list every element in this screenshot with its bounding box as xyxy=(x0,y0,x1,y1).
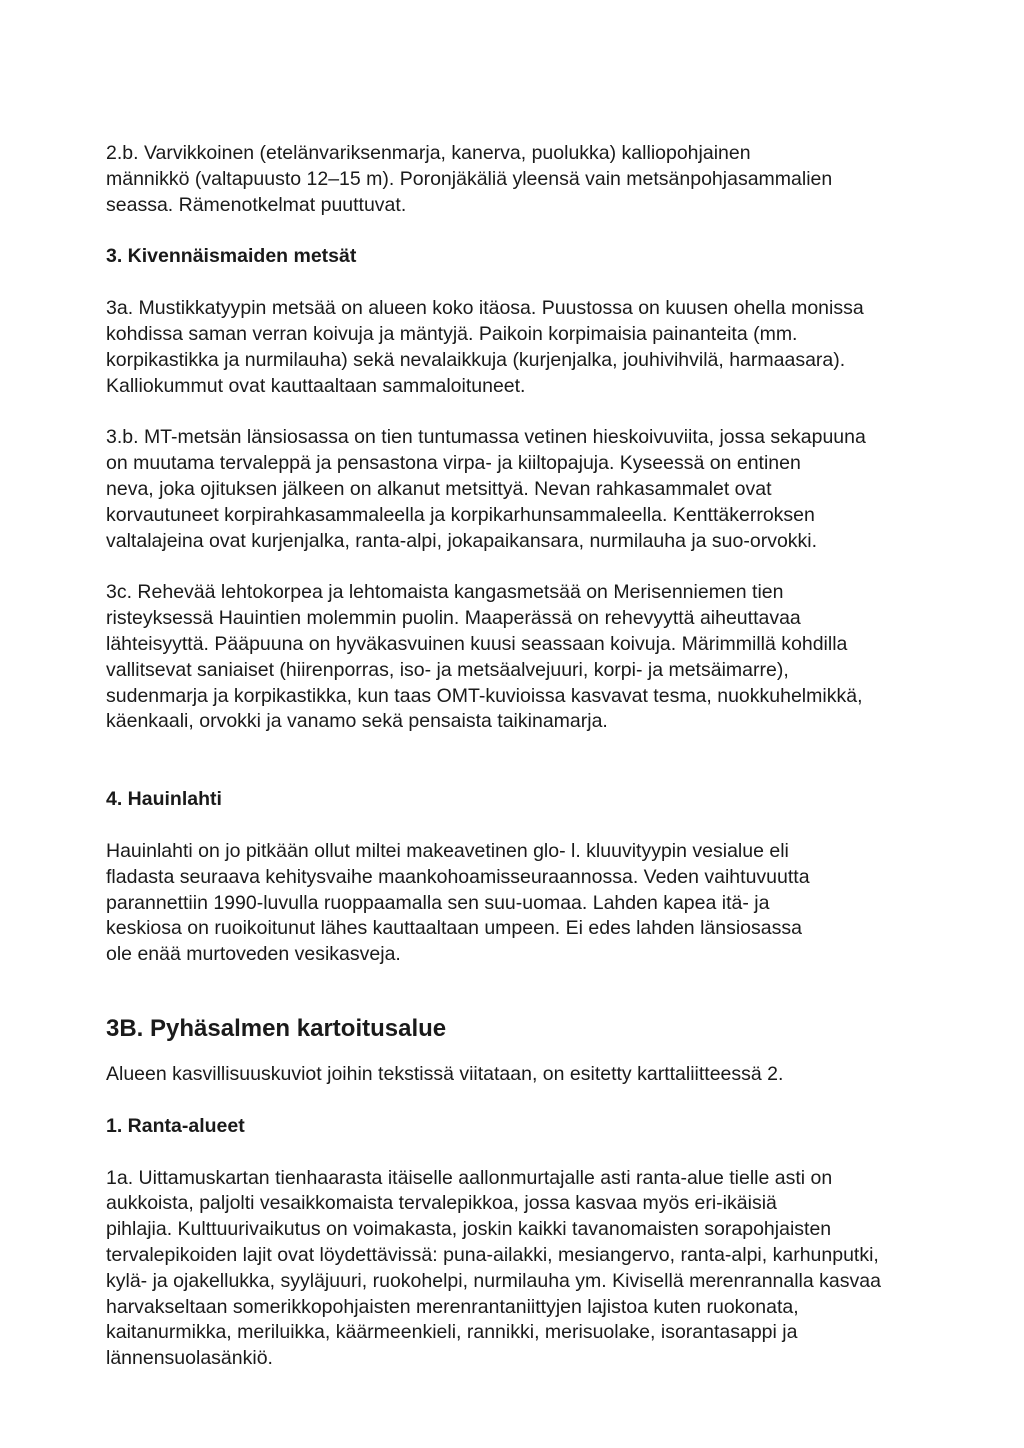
document-page xyxy=(106,141,921,1372)
heading-pyhasalmen-kartoitusalue: 3B. Pyhäsalmen kartoitusalue xyxy=(106,1014,447,1042)
paragraph-hauinlahti: Hauinlahti on jo pitkään ollut miltei makeavetinen glo- l. kluuvityypin vesialue eli fladasta seuraava kehitysvaihe maankohoamisseuraannossa. Veden vaihtuvuutta parannettiin 1990-luvulla ruoppaamalla sen suu-uomaa. Lahden kapea itä- ja keskiosa on ruoikoitunut lähes kauttaaltaan umpeen. Ei edes lahden länsiosassa ole enää murtoveden vesikasveja. xyxy=(106,839,810,966)
paragraph-3c: 3c. Rehevää lehtokorpea ja lehtomaista kangasmetsää on Merisenniemen tien risteyksessä Hauintien molemmin puolin. Maaperässä on rehevyyttä aiheuttavaa lähteisyyttä. Pääpuuna on hyväkasvuinen kuusi seassaan koivuja. Märimmillä kohdilla vallitsevat saniaiset (hiirenporras, iso- ja metsäalvejuuri, korpi- ja metsäimarre), sudenmarja ja korpikastikka, kun taas OMT-kuvioissa kasvavat tesma, nuokkuhelmikkä, käenkaali, orvokki ja vanamo sekä pensaista taikinamarja. xyxy=(106,581,863,733)
paragraph-2b: 2.b. Varvikkoinen (etelänvariksenmarja, kanerva, puolukka) kalliopohjainen männikkö (valtapuusto 12–15 m). Poronjäkäliä yleensä vain metsänpohjasammalien seassa. Rämenotkelmat puuttuvat. xyxy=(106,142,833,216)
heading-hauinlahti: 4. Hauinlahti xyxy=(106,788,222,811)
heading-ranta-alueet: 1. Ranta-alueet xyxy=(106,1114,245,1137)
paragraph-kartoitusalue-intro: Alueen kasvillisuuskuviot joihin tekstissä viitataan, on esitetty karttaliitteessä 2. xyxy=(106,1062,784,1085)
paragraph-3b: 3.b. MT-metsän länsiosassa on tien tuntumassa vetinen hieskoivuviita, jossa sekapuuna on muutama tervaleppä ja pensastona virpa- ja kiiltopajuja. Kyseessä on entinen neva, joka ojituksen jälkeen on alkanut metsittyä. Nevan rahkasammalet ovat korvautuneet korpirahkasammaleella ja korpikarhunsammaleella. Kenttäkerroksen valtalajeina ovat kurjenjalka, ranta-alpi, jokapaikansara, nurmilauha ja suo-orvokki. xyxy=(106,426,866,552)
paragraph-3a: 3a. Mustikkatyypin metsää on alueen koko itäosa. Puustossa on kuusen ohella monissa kohdissa saman verran koivuja ja mäntyjä. Paikoin korpimaisia painanteita (mm. korpikastikka ja nurmilauha) sekä nevalaikkuja (kurjenjalka, jouhivihvilä, harmaasara). Kalliokummut ovat kauttaaltaan sammaloituneet. xyxy=(106,297,864,397)
heading-kivennaismaiden-metsat: 3. Kivennäismaiden metsät xyxy=(106,245,357,268)
paragraph-1a: 1a. Uittamuskartan tienhaarasta itäiselle aallonmurtajalle asti ranta-alue tielle asti on aukkoista, paljolti vesaikkomaista tervalepikkoa, jossa kasvaa myös eri-ikäisiä pihlajia. Kulttuurivaikutus on voimakasta, joskin kaikki tavanomaisten sorapohjaisten tervalepikoiden lajit ovat löydettävissä: puna-ailakki, mesiangervo, ranta-alpi, karhunputki, kylä- ja ojakellukka, syyläjuuri, ruokohelpi, nurmilauha ym. Kivisellä merenrannalla kasvaa harvakseltaan somerikkopohjaisten merenrantaniittyjen lajistoa kuten ruokonata, kaitanurmikka, meriluikka, käärmeenkieli, rannikki, merisuolake, isorantasappi ja lännensuolasänkiö. xyxy=(106,1166,881,1370)
